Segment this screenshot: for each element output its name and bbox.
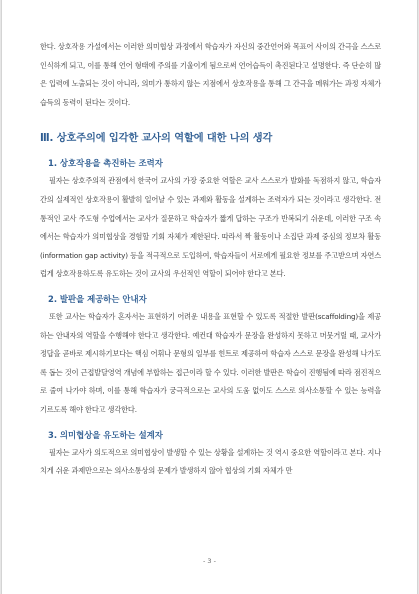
- section-heading: Ⅲ. 상호주의에 입각한 교사의 역할에 대한 나의 생각: [40, 133, 273, 145]
- subsection-paragraph-1: 필자는 상호주의적 관점에서 한국어 교사의 가장 중요한 역할은 교사 스스로가 발화를 독점하지 않고, 학습자 간의 실제적인 상호작용이 활발히 일어날 수 있는 과제와 활동을 설계하는 조력자가 되는 것이라고 생각한다. 전통적인 교사 주도형 수업에서는 교사가 질문하고 학습자가 짧게 답하는 구조가 반복되기 쉬운데, 이러한 구조 속에서는 학습자가 의미협상을 경험할 기회 자체가 제한된다. 따라서 짝 활동이나 소집단 과제 중심의 정보차 활동(information gap activity) 등을 적극적으로 도입하여, 학습자들이 서로에게 필요한 정보를 주고받으며 자연스럽게 상호작용하도록 유도하는 것이 교사의 우선적인 역할이 되어야 한다고 본다.: [40, 176, 381, 279]
- intro-paragraph: 한다. 상호작용 가설에서는 이러한 의미협상 과정에서 학습자가 자신의 중간언어와 목표어 사이의 간극을 스스로 인식하게 되고, 이를 통해 언어 형태에 주의를 기울이게 됨으로써 언어습득이 촉진된다고 설명한다. 즉 단순히 많은 입력에 노출되는 것이 아니라, 의미가 통하지 않는 지점에서 상호작용을 통해 그 간극을 메워가는 과정 자체가 습득의 동력이 된다는 것이다.: [40, 42, 381, 107]
- subsection-paragraph-3: 필자는 교사가 의도적으로 의미협상이 발생할 수 있는 상황을 설계하는 것 역시 중요한 역할이라고 본다. 지나치게 쉬운 과제만으로는 의사소통상의 문제가 발생하지 않아 협상의 기회 자체가 만: [40, 447, 381, 476]
- page-number: - 3 -: [203, 557, 216, 565]
- document-page: [1, 0, 418, 594]
- subsection-heading-2: 2. 발판을 제공하는 안내자: [48, 293, 147, 304]
- document-body: [40, 38, 381, 481]
- subsection-heading-3: 3. 의미협상을 유도하는 설계자: [48, 429, 163, 440]
- subsection-heading-1: 1. 상호작용을 촉진하는 조력자: [48, 158, 163, 169]
- subsection-paragraph-2: 또한 교사는 학습자가 혼자서는 표현하기 어려운 내용을 표현할 수 있도록 적절한 발판(scaffolding)을 제공하는 안내자의 역할을 수행해야 한다고 생각한다. 예컨대 학습자가 문장을 완성하지 못하고 머뭇거릴 때, 교사가 정답을 곧바로 제시하기보다는 핵심 어휘나 문형의 일부를 힌트로 제공하여 학습자 스스로 문장을 완성해 나가도록 돕는 것이 근접발달영역 개념에 부합하는 접근이라 할 수 있다. 이러한 발판은 학습이 진행됨에 따라 점진적으로 줄여 나가야 하며, 이를 통해 학습자가 궁극적으로는 교사의 도움 없이도 스스로 의사소통할 수 있는 능력을 기르도록 해야 한다고 생각한다.: [40, 311, 381, 414]
